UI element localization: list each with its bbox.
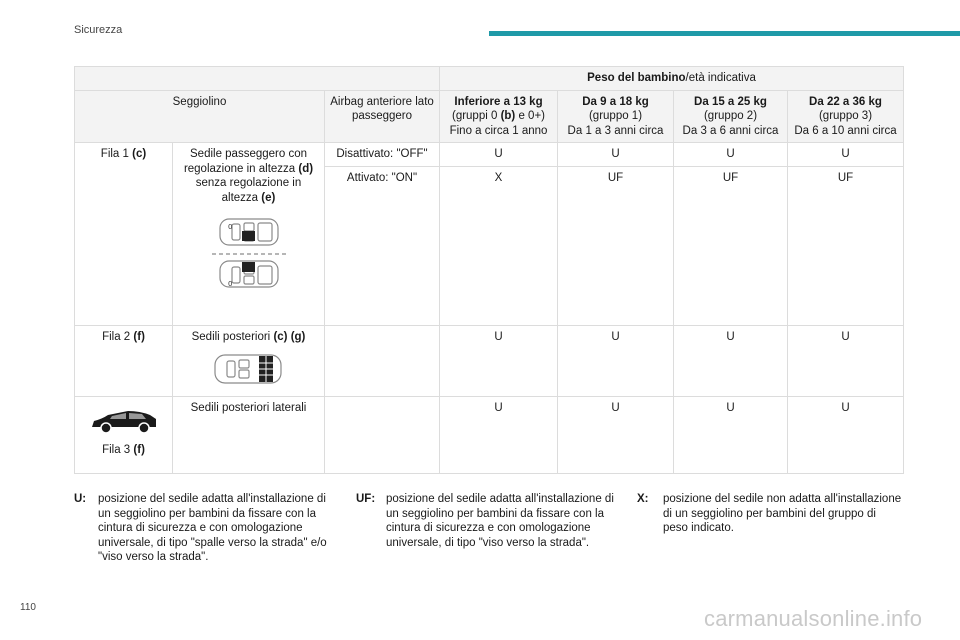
table-row-fila2 <box>75 325 904 396</box>
table-row-fila1-off <box>75 143 904 167</box>
weight-age: Da 1 a 3 anni circa <box>567 124 664 137</box>
section-title: Sicurezza <box>74 24 123 36</box>
value-cell: UF <box>674 166 788 325</box>
airbag-on-label: Attivato: "ON" <box>325 166 440 325</box>
page-number: 110 <box>20 602 36 613</box>
weight-title: Da 9 a 18 kg <box>582 95 649 108</box>
legend-key: X: <box>637 493 649 505</box>
weight-title: Da 22 a 36 kg <box>809 95 882 108</box>
value-cell: U <box>440 396 558 473</box>
weight-title: Da 15 a 25 kg <box>694 95 767 108</box>
row-label-fila2: Fila 2 (f) <box>75 325 173 396</box>
value-cell: U <box>788 325 904 396</box>
weight-age: Fino a circa 1 anno <box>449 124 548 137</box>
seat-cell-fila3: Sedili posteriori laterali <box>173 396 325 473</box>
weight-group: (gruppo 2) <box>703 110 758 122</box>
weight-title: Inferiore a 13 kg <box>454 95 543 108</box>
watermark: carmanualsonline.info <box>704 606 923 631</box>
weight-header-rest: /età indicativa <box>685 72 756 84</box>
value-cell: UF <box>788 166 904 325</box>
weight-group: (gruppo 1) <box>588 110 643 122</box>
col-header-weight-1 <box>558 90 674 143</box>
header-spacer <box>75 67 440 91</box>
value-cell: U <box>674 143 788 167</box>
airbag-empty-cell <box>325 325 440 396</box>
value-cell: U <box>674 325 788 396</box>
airbag-empty-cell <box>325 396 440 473</box>
weight-header-bold: Peso del bambino <box>587 72 686 84</box>
suv-icon <box>88 407 160 437</box>
weight-group: (gruppo 3) <box>818 110 873 122</box>
weight-group: (gruppi 0 (b) e 0+) <box>451 110 545 122</box>
table-row-fila3 <box>75 396 904 473</box>
seat-cell-fila1: Sedile passeggero con regolazione in altezza (d) senza regolazione in altezza (e) 0 0 <box>173 143 325 326</box>
value-cell: UF <box>558 166 674 325</box>
weight-age: Da 6 a 10 anni circa <box>794 124 897 137</box>
weight-group-header <box>440 67 904 91</box>
value-cell: U <box>558 396 674 473</box>
value-cell: U <box>788 396 904 473</box>
svg-text:0: 0 <box>227 223 232 231</box>
col-header-weight-2 <box>674 90 788 143</box>
legend-text: posizione del sedile non adatta all'installazione di un seggiolino per bambini del gruppo di peso indicato. <box>663 493 902 534</box>
value-cell: U <box>558 325 674 396</box>
value-cell: X <box>440 166 558 325</box>
svg-text:0: 0 <box>227 280 232 288</box>
weight-age: Da 3 a 6 anni circa <box>682 124 779 137</box>
legend-key: UF: <box>356 493 376 505</box>
row-label-fila3: Fila 3 (f) <box>75 396 173 473</box>
legend-text: posizione del sedile adatta all'installazione di un seggiolino per bambini da fissare con la cintura di sicurezza e con omologazione universale, di tipo "spalle verso la strada" e/o "viso verso la strada". <box>98 493 327 563</box>
header-accent-bar <box>489 31 960 36</box>
legend-key: U: <box>74 493 87 505</box>
airbag-off-label: Disattivato: "OFF" <box>325 143 440 167</box>
table-group-header-row <box>75 67 904 91</box>
value-cell: U <box>788 143 904 167</box>
value-cell: U <box>674 396 788 473</box>
table-column-header-row <box>75 90 904 143</box>
row-label-fila1: Fila 1 (c) <box>75 143 173 326</box>
legend-text: posizione del sedile adatta all'installazione di un seggiolino per bambini da fissare con la cintura di sicurezza e con omologazione universale, di tipo "viso verso la strada". <box>386 493 614 549</box>
value-cell: U <box>558 143 674 167</box>
value-cell: U <box>440 325 558 396</box>
col-header-seat: Seggiolino <box>75 90 325 143</box>
child-seat-table <box>74 66 904 474</box>
col-header-weight-3 <box>788 90 904 143</box>
col-header-weight-0 <box>440 90 558 143</box>
seat-cell-fila2: Sedili posteriori (c) (g) <box>173 325 325 396</box>
front-seat-diagram-icon <box>212 215 286 293</box>
col-header-airbag: Airbag anteriore lato passeggero <box>325 90 440 143</box>
rear-seat-diagram-icon <box>213 352 285 386</box>
value-cell: U <box>440 143 558 167</box>
